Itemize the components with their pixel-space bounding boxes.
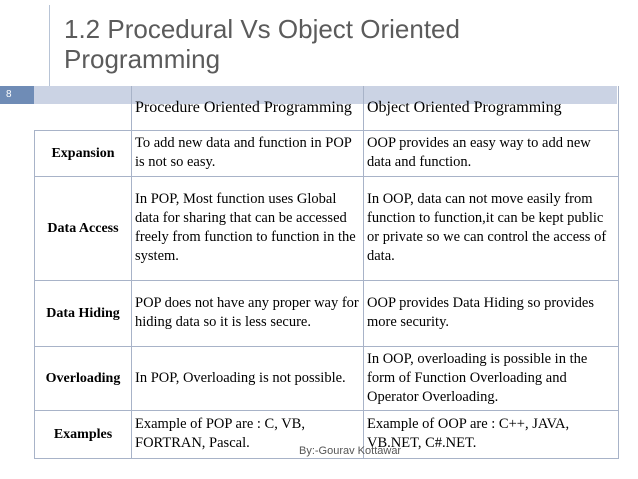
header-cell-pop: Procedure Oriented Programming bbox=[132, 86, 364, 130]
pop-cell: In POP, Most function uses Global data for sharing that can be accessed freely from function to function in the system. bbox=[132, 176, 364, 280]
row-label: Data Access bbox=[35, 176, 132, 280]
title-left-rule bbox=[49, 5, 50, 87]
oop-cell: Example of OOP are : C++, JAVA, VB.NET, C#.NET. bbox=[364, 410, 619, 458]
table-row bbox=[35, 176, 619, 280]
oop-cell: In OOP, data can not move easily from function to function,it can be kept public or private so we can control the access of data. bbox=[364, 176, 619, 280]
oop-cell: OOP provides Data Hiding so provides more security. bbox=[364, 280, 619, 346]
table-header-row bbox=[35, 86, 619, 130]
header-cell-empty bbox=[35, 86, 132, 130]
row-label: Expansion bbox=[35, 130, 132, 176]
slide-title: 1.2 Procedural Vs Object Oriented Programming bbox=[64, 14, 460, 74]
comparison-table bbox=[34, 86, 619, 459]
oop-cell: In OOP, overloading is possible in the form of Function Overloading and Operator Overloading. bbox=[364, 346, 619, 410]
table-row bbox=[35, 280, 619, 346]
table-row bbox=[35, 130, 619, 176]
row-label: Overloading bbox=[35, 346, 132, 410]
pop-cell: POP does not have any proper way for hiding data so it is less secure. bbox=[132, 280, 364, 346]
row-label: Data Hiding bbox=[35, 280, 132, 346]
row-label: Examples bbox=[35, 410, 132, 458]
header-cell-oop: Object Oriented Programming bbox=[364, 86, 619, 130]
pop-cell: To add new data and function in POP is not so easy. bbox=[132, 130, 364, 176]
pop-cell: In POP, Overloading is not possible. bbox=[132, 346, 364, 410]
pop-cell: Example of POP are : C, VB, FORTRAN, Pascal. bbox=[132, 410, 364, 458]
table-row bbox=[35, 346, 619, 410]
oop-cell: OOP provides an easy way to add new data and function. bbox=[364, 130, 619, 176]
slide-footer: By:-Gourav Kottawar bbox=[299, 445, 402, 457]
slide-number: 8 bbox=[0, 86, 34, 104]
